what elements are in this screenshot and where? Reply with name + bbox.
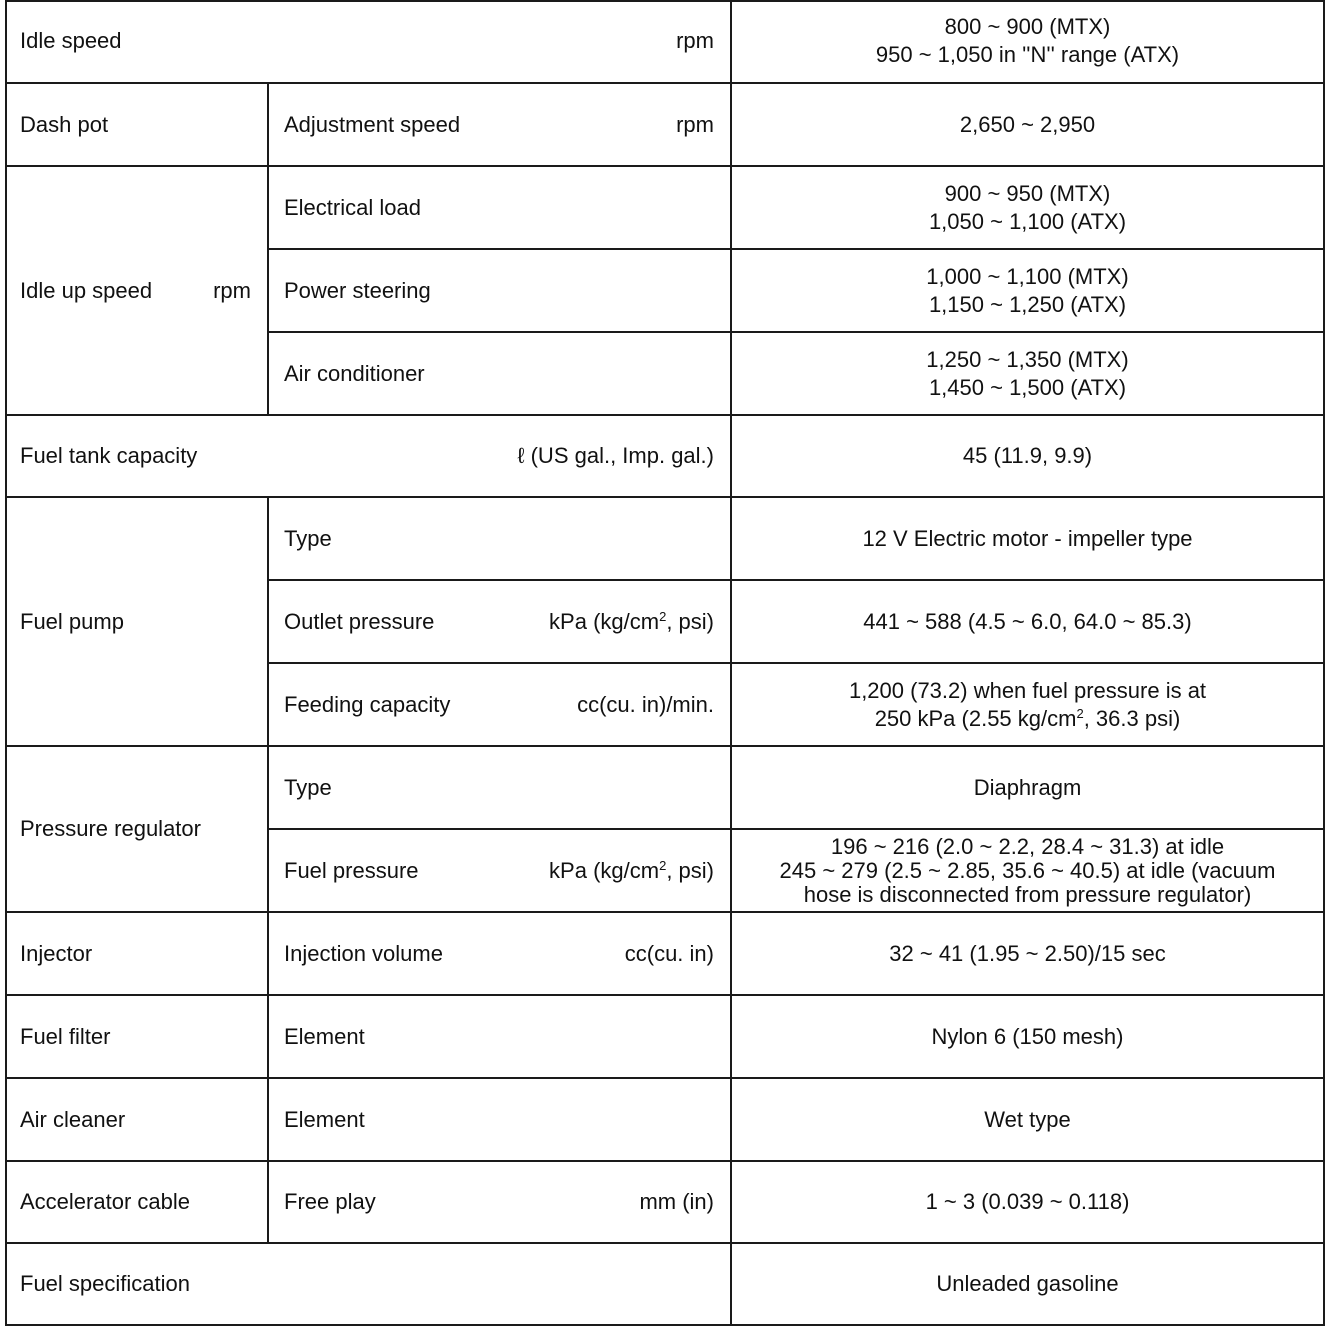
row-pump-type-sub bbox=[269, 498, 732, 581]
row-dash-pot-sub bbox=[269, 84, 732, 167]
value-electrical-load bbox=[732, 180, 1323, 236]
row-accelerator-cable-label bbox=[5, 1162, 269, 1244]
row-fuel-pressure-sub bbox=[269, 830, 732, 913]
spec-table bbox=[5, 0, 1325, 1326]
value-fuel-tank-capacity bbox=[732, 442, 1323, 470]
value-line: 1,450 ~ 1,500 (ATX) bbox=[928, 374, 1127, 400]
value-fuel-pressure bbox=[732, 835, 1323, 907]
value-line: Wet type bbox=[984, 1106, 1071, 1132]
unit-adjustment-speed: rpm bbox=[676, 111, 714, 137]
value-line: Unleaded gasoline bbox=[936, 1271, 1119, 1296]
label-idle-speed: Idle speed bbox=[20, 28, 122, 53]
row-injector-value bbox=[732, 913, 1325, 996]
row-air-conditioner-value bbox=[732, 333, 1325, 416]
row-accelerator-cable-sub bbox=[269, 1162, 732, 1244]
value-free-play bbox=[732, 1188, 1323, 1216]
label-accelerator-cable: Accelerator cable bbox=[20, 1189, 190, 1214]
value-line: hose is disconnected from pressure regulator) bbox=[803, 881, 1252, 907]
value-line: Diaphragm bbox=[973, 774, 1082, 800]
row-fuel-pressure-value bbox=[732, 830, 1325, 913]
sub-electrical-load: Electrical load bbox=[284, 194, 421, 220]
label-dash-pot: Dash pot bbox=[20, 111, 109, 137]
row-fuel-filter-value bbox=[732, 996, 1325, 1079]
value-feeding-capacity bbox=[732, 677, 1323, 733]
row-outlet-pressure-sub bbox=[269, 581, 732, 664]
row-feeding-capacity-value bbox=[732, 664, 1325, 747]
value-line: 800 ~ 900 (MTX) bbox=[944, 14, 1111, 39]
row-dash-pot-label bbox=[5, 84, 269, 167]
sub-feeding-capacity: Feeding capacity bbox=[284, 691, 451, 717]
sub-power-steering: Power steering bbox=[284, 277, 431, 303]
value-idle-speed bbox=[732, 13, 1323, 69]
value-regulator-type bbox=[732, 774, 1323, 802]
value-dash-pot bbox=[732, 111, 1323, 139]
value-pump-type bbox=[732, 525, 1323, 553]
row-air-cleaner-label bbox=[5, 1079, 269, 1162]
value-injection-volume bbox=[732, 940, 1323, 968]
value-line: 250 kPa (2.55 $kg/cm^2$, 36.3 psi) bbox=[874, 705, 1181, 731]
sub-adjustment-speed: Adjustment speed bbox=[284, 111, 461, 137]
label-air-cleaner: Air cleaner bbox=[20, 1106, 126, 1132]
row-idle-speed-value bbox=[732, 0, 1325, 84]
row-power-steering-sub bbox=[269, 250, 732, 333]
value-line: 196 ~ 216 (2.0 ~ 2.2, 28.4 ~ 31.3) at idle bbox=[830, 833, 1225, 859]
value-line: 950 ~ 1,050 in ''N'' range (ATX) bbox=[875, 42, 1180, 67]
row-outlet-pressure-value bbox=[732, 581, 1325, 664]
row-fuel-spec-label bbox=[5, 1244, 732, 1326]
row-air-cleaner-value bbox=[732, 1079, 1325, 1162]
row-fuel-tank-value bbox=[732, 416, 1325, 498]
label-fuel-tank-capacity: Fuel tank capacity bbox=[20, 443, 198, 468]
unit-fuel-tank-capacity: ℓ (US gal., Imp. gal.) bbox=[517, 443, 714, 468]
value-line: 1 ~ 3 (0.039 ~ 0.118) bbox=[925, 1189, 1130, 1214]
value-line: 2,650 ~ 2,950 bbox=[959, 111, 1096, 137]
row-pump-type-value bbox=[732, 498, 1325, 581]
value-fuel-specification bbox=[732, 1270, 1323, 1298]
sub-outlet-pressure: Outlet pressure bbox=[284, 608, 435, 634]
label-fuel-filter: Fuel filter bbox=[20, 1023, 111, 1049]
unit-free-play: mm (in) bbox=[639, 1189, 714, 1214]
row-pressure-regulator-label bbox=[5, 747, 269, 913]
unit-outlet-pressure: kPa ($kg/cm^2$, psi) bbox=[549, 608, 714, 634]
value-line: 1,050 ~ 1,100 (ATX) bbox=[928, 208, 1127, 234]
label-idle-up-speed: Idle up speed bbox=[20, 277, 153, 303]
row-accelerator-cable-value bbox=[732, 1162, 1325, 1244]
sub-free-play: Free play bbox=[284, 1189, 376, 1214]
value-line: 1,150 ~ 1,250 (ATX) bbox=[928, 291, 1127, 317]
sub-pump-type: Type bbox=[284, 525, 332, 551]
sub-regulator-type: Type bbox=[284, 774, 332, 800]
row-dash-pot-value bbox=[732, 84, 1325, 167]
label-fuel-specification: Fuel specification bbox=[20, 1271, 190, 1296]
value-air-cleaner bbox=[732, 1106, 1323, 1134]
value-line: 1,200 (73.2) when fuel pressure is at bbox=[848, 677, 1207, 703]
sub-air-conditioner: Air conditioner bbox=[284, 360, 425, 386]
row-fuel-filter-label bbox=[5, 996, 269, 1079]
value-line: 12 V Electric motor - impeller type bbox=[862, 525, 1193, 551]
row-regulator-type-value bbox=[732, 747, 1325, 830]
label-fuel-pump: Fuel pump bbox=[20, 608, 124, 634]
row-electrical-load-sub bbox=[269, 167, 732, 250]
unit-fuel-pressure: kPa ($kg/cm^2$, psi) bbox=[549, 857, 714, 883]
unit-feeding-capacity: cc(cu. in)/min. bbox=[577, 691, 714, 717]
unit-injection-volume: cc(cu. in) bbox=[624, 940, 714, 966]
row-idle-up-speed-label bbox=[5, 167, 269, 416]
sub-fuel-pressure: Fuel pressure bbox=[284, 857, 419, 883]
value-outlet-pressure bbox=[732, 608, 1323, 636]
row-air-conditioner-sub bbox=[269, 333, 732, 416]
value-line: 900 ~ 950 (MTX) bbox=[944, 180, 1111, 206]
value-power-steering bbox=[732, 263, 1323, 319]
row-feeding-capacity-sub bbox=[269, 664, 732, 747]
label-pressure-regulator: Pressure regulator bbox=[20, 816, 201, 841]
sub-injection-volume: Injection volume bbox=[284, 940, 443, 966]
row-electrical-load-value bbox=[732, 167, 1325, 250]
unit-idle-up-speed: rpm bbox=[213, 277, 251, 303]
row-idle-speed-label bbox=[5, 0, 732, 84]
row-fuel-pump-label bbox=[5, 498, 269, 747]
sub-air-cleaner-element: Element bbox=[284, 1106, 365, 1132]
value-line: 1,250 ~ 1,350 (MTX) bbox=[926, 346, 1129, 372]
row-fuel-filter-sub bbox=[269, 996, 732, 1079]
row-fuel-spec-value bbox=[732, 1244, 1325, 1326]
value-air-conditioner bbox=[732, 346, 1323, 402]
row-regulator-type-sub bbox=[269, 747, 732, 830]
value-line: 441 ~ 588 (4.5 ~ 6.0, 64.0 ~ 85.3) bbox=[863, 608, 1192, 634]
value-line: 45 (11.9, 9.9) bbox=[962, 443, 1093, 468]
value-line: 1,000 ~ 1,100 (MTX) bbox=[926, 263, 1129, 289]
row-power-steering-value bbox=[732, 250, 1325, 333]
row-injector-sub bbox=[269, 913, 732, 996]
row-air-cleaner-sub bbox=[269, 1079, 732, 1162]
sub-fuel-filter-element: Element bbox=[284, 1023, 365, 1049]
row-fuel-tank-label bbox=[5, 416, 732, 498]
value-line: 245 ~ 279 (2.5 ~ 2.85, 35.6 ~ 40.5) at idle (vacuum bbox=[779, 857, 1276, 883]
label-injector: Injector bbox=[20, 940, 93, 966]
value-line: Nylon 6 (150 mesh) bbox=[931, 1023, 1124, 1049]
row-injector-label bbox=[5, 913, 269, 996]
value-line: 32 ~ 41 (1.95 ~ 2.50)/15 sec bbox=[889, 940, 1166, 966]
unit-idle-speed: rpm bbox=[676, 28, 714, 53]
value-fuel-filter bbox=[732, 1023, 1323, 1051]
